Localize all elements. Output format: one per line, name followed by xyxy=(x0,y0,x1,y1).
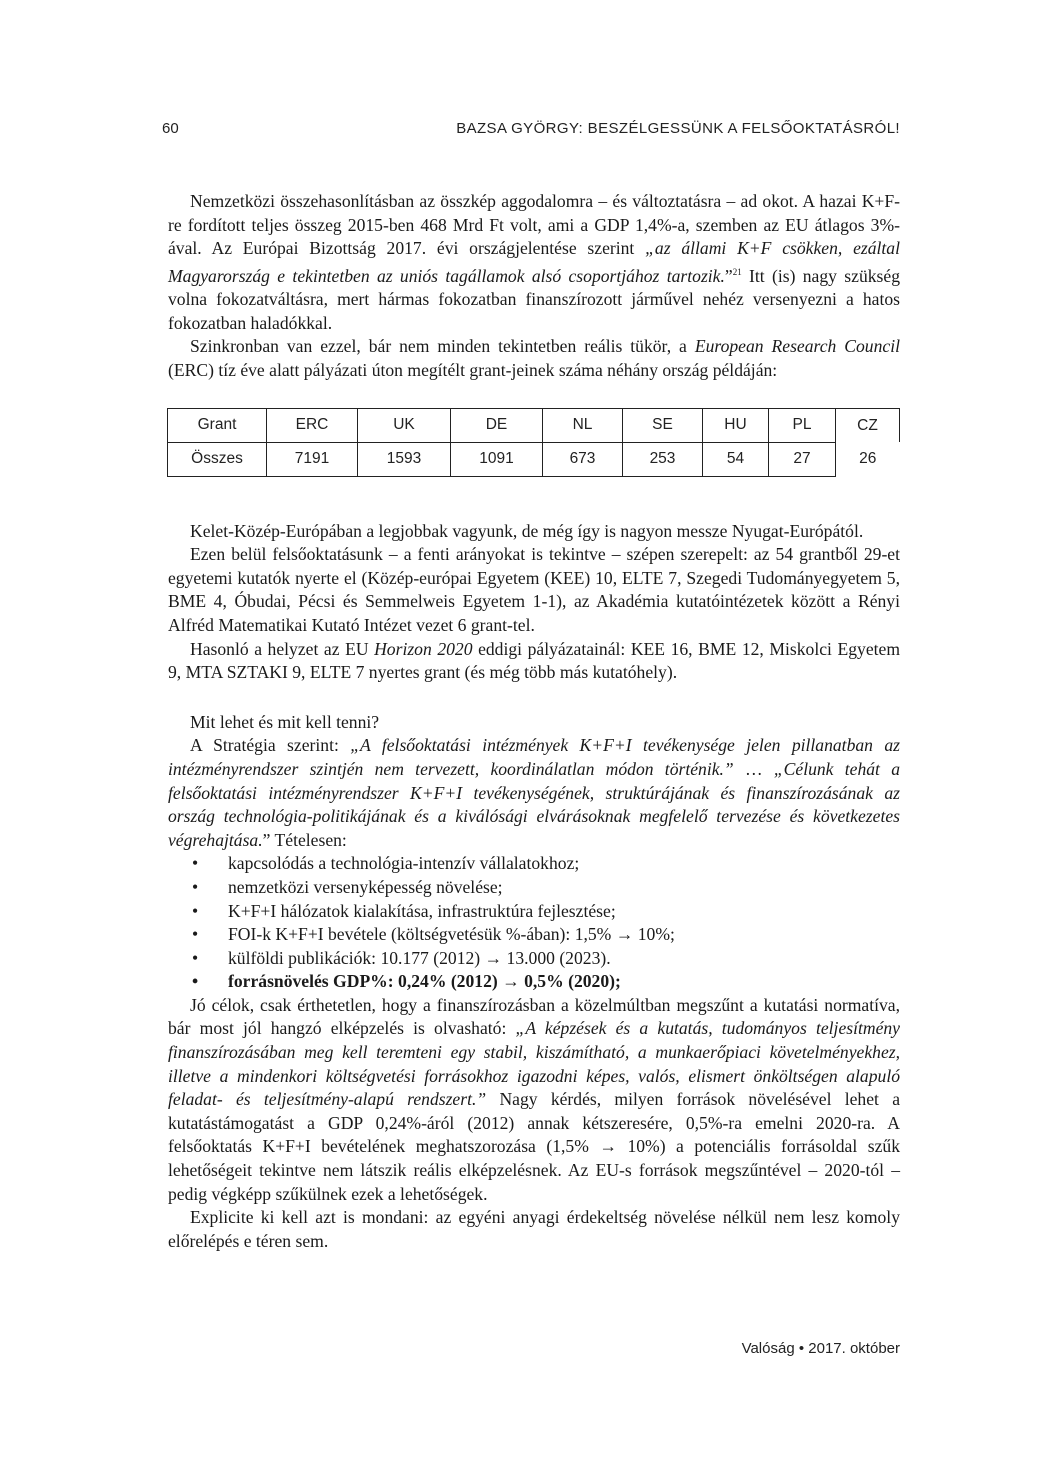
paragraph-9: Explicite ki kell azt is mondani: az egyéni anyagi érdekeltség növelése nélkül nem lesz komoly előrelépés e téren sem. xyxy=(168,1207,900,1251)
bullet-marker: • xyxy=(192,853,199,874)
table-header-cell: CZ xyxy=(836,408,900,442)
bullet-marker: • xyxy=(192,876,199,897)
erc-grants-table xyxy=(167,408,900,477)
bullet-marker: • xyxy=(192,924,199,945)
running-title: BAZSA GYÖRGY: BESZÉLGESSÜNK A FELSŐOKTATÁSRÓL! xyxy=(456,120,900,137)
p7-text-b: ” Tételesen: xyxy=(262,829,347,850)
p8-text-b: Nagy kérdés, milyen források növelésével lehet a kutatástámogatást a GDP 0,24%-áról (2012) annak kétszeresére, 0,5%-ra emelni 2020-ra. A felsőoktatás K+F+I bevételének meghatszorozása (1,5% → 10%) a potenciális forrásoldal szűk lehetőségeit tekintve nem látszik reális elképzelésnek. Az EU-s források megszűntével – 2020-tól – pedig végképp szűkülnek ezek a lehetőségek. xyxy=(168,1089,900,1204)
page-header xyxy=(162,120,900,142)
paragraph-4: Ezen belül felsőoktatásunk – a fenti arányokat is tekintve – szépen szerepelt: az 54 grantből 29-et egyetemi kutatók nyerte el (Közép-európai Egyetem (KEE) 10, ELTE 7, Szegedi Tudományegyetem 5, BME 4, Óbudai, Pécsi és Semmelweis Egyetem 1-1), az Akadémia kutatóintézetek között a Rényi Alfréd Matematikai Kutató Intézet vezet 6 grant-tel. xyxy=(168,544,900,635)
p2-text-a: Szinkronban van ezzel, bár nem minden tekintetben reális tükör, a xyxy=(190,336,695,357)
article-body xyxy=(168,190,900,1253)
p1-text-a: Nemzetközi összehasonlításban az összkép aggodalomra – és változtatásra – ad okot. A hazai K+F-re fordított teljes összeg 2015-ben 468 Mrd Ft volt, ami a GDP 1,4%-a, szemben az EU átlagos 3%-ával. Az Európai Bizottság 2017. évi országjelentése szerint xyxy=(168,191,900,259)
p1-quote-close: ” xyxy=(724,265,733,286)
table-cell: 253 xyxy=(623,442,703,476)
table-header-cell: NL xyxy=(543,408,623,442)
list-item xyxy=(168,923,900,947)
footnote-marker: 21 xyxy=(732,266,742,277)
paragraph-7 xyxy=(168,734,900,852)
p5-text-b: eddigi pályázatainál: KEE 16, BME 12, Miskolci Egyetem 9, MTA SZTAKI 9, ELTE 7 nyertes grant (és még több más kutatóhely). xyxy=(168,638,901,683)
table-row xyxy=(168,442,900,476)
list-item xyxy=(168,852,900,876)
list-item xyxy=(168,947,900,971)
paragraph-5 xyxy=(168,638,900,685)
p5-text-a: Hasonló a helyzet az EU xyxy=(190,638,375,659)
table-header-cell: ERC xyxy=(267,408,358,442)
table-header-cell: Grant xyxy=(168,408,267,442)
table-cell: 26 xyxy=(859,450,877,468)
p7-quote-2: „Célunk tehát a felsőoktatási intézményrendszer K+F+I tevékenységének, struktúrájának és finanszírozásának az ország technológia-politikájának és a kiválósági elvárásoknak megfelelő tervezése és következetes végrehajtása. xyxy=(168,758,900,850)
bullet-marker: • xyxy=(192,947,199,968)
table-header-cell: PL xyxy=(769,408,836,442)
list-item-text: forrásnövelés GDP%: 0,24% (2012) → 0,5% (2020); xyxy=(228,971,621,992)
table-header-cell: DE xyxy=(451,408,543,442)
list-item-text: külföldi publikációk: 10.177 (2012) → 13.000 (2023). xyxy=(228,947,611,968)
table-cell: 673 xyxy=(543,442,623,476)
list-item-text: nemzetközi versenyképesség növelése; xyxy=(228,876,503,897)
paragraph-8 xyxy=(168,994,900,1206)
p8-text-a: Jó célok, csak érthetetlen, hogy a finanszírozásban a közelmúltban megszűnt a kutatási normatíva, bár most jól hangzó elképzelés is olvasható: xyxy=(168,994,900,1039)
page-number: 60 xyxy=(162,120,179,137)
table-header-cell: SE xyxy=(623,408,703,442)
p8-quote: „A képzések és a kutatás, tudományos teljesítmény finanszírozásában meg kell teremteni egy stabil, kiszámítható, a munkaerőpiaci követelményekhez, illetve a mindenkori költségvetési forrásokhoz igazodni képes, valós, elismert önköltségen alapuló feladat- és teljesítmény-alapú rendszert.” xyxy=(168,1018,900,1110)
table-header-cell: HU xyxy=(703,408,769,442)
paragraph-2 xyxy=(168,335,900,382)
table-cell: 7191 xyxy=(267,442,358,476)
p2-text-b: (ERC) tíz éve alatt pályázati úton megítélt grant-jeinek száma néhány ország példáján: xyxy=(168,360,778,381)
table-cell: 27 xyxy=(769,442,836,476)
table-cell: Összes xyxy=(168,442,267,476)
table-header-row xyxy=(168,408,900,442)
list-item-text: FOI-k K+F+I bevétele (költségvetésük %-ában): 1,5% → 10%; xyxy=(228,924,675,945)
page-footer: Valóság • 2017. október xyxy=(741,1340,900,1357)
table-cell: 1091 xyxy=(451,442,543,476)
paragraph-6: Mit lehet és mit kell tenni? xyxy=(190,711,380,732)
list-item xyxy=(168,876,900,900)
p1-quote: „az állami K+F csökken, ezáltal Magyarország e tekintetben az uniós tagállamok alsó csoportjához tartozik. xyxy=(168,238,900,286)
table-cell: 54 xyxy=(703,442,769,476)
bullet-marker: • xyxy=(192,971,199,992)
p7-quote-1: „A felsőoktatási intézmények K+F+I tevékenysége jelen pillanatban az intézményrendszer szintjén nem tervezett, koordinálatlan módon történik.” xyxy=(168,735,900,779)
p7-ellipsis: … xyxy=(733,758,774,779)
p7-text-a: A Stratégia szerint: xyxy=(190,735,351,756)
paragraph-1 xyxy=(168,190,900,335)
table-header-cell: UK xyxy=(358,408,451,442)
paragraph-3: Kelet-Közép-Európában a legjobbak vagyunk, de még így is nagyon messze Nyugat-Európától. xyxy=(190,520,864,541)
list-item xyxy=(168,900,900,924)
p1-text-b: Itt (is) nagy szükség volna fokozatváltásra, mert hármas fokozatban finanszírozott járművel nehéz versenyezni a hatos fokozatban haladókkal. xyxy=(168,265,900,333)
goals-list xyxy=(168,852,900,994)
bullet-marker: • xyxy=(192,900,199,921)
list-item-text: kapcsolódás a technológia-intenzív vállalatokhoz; xyxy=(228,853,580,874)
p2-erc: European Research Council xyxy=(694,336,900,357)
table-cell: 1593 xyxy=(358,442,451,476)
list-item-text: K+F+I hálózatok kialakítása, infrastruktúra fejlesztése; xyxy=(228,900,616,921)
list-item xyxy=(168,970,900,994)
p5-horizon: Horizon 2020 xyxy=(374,638,473,659)
